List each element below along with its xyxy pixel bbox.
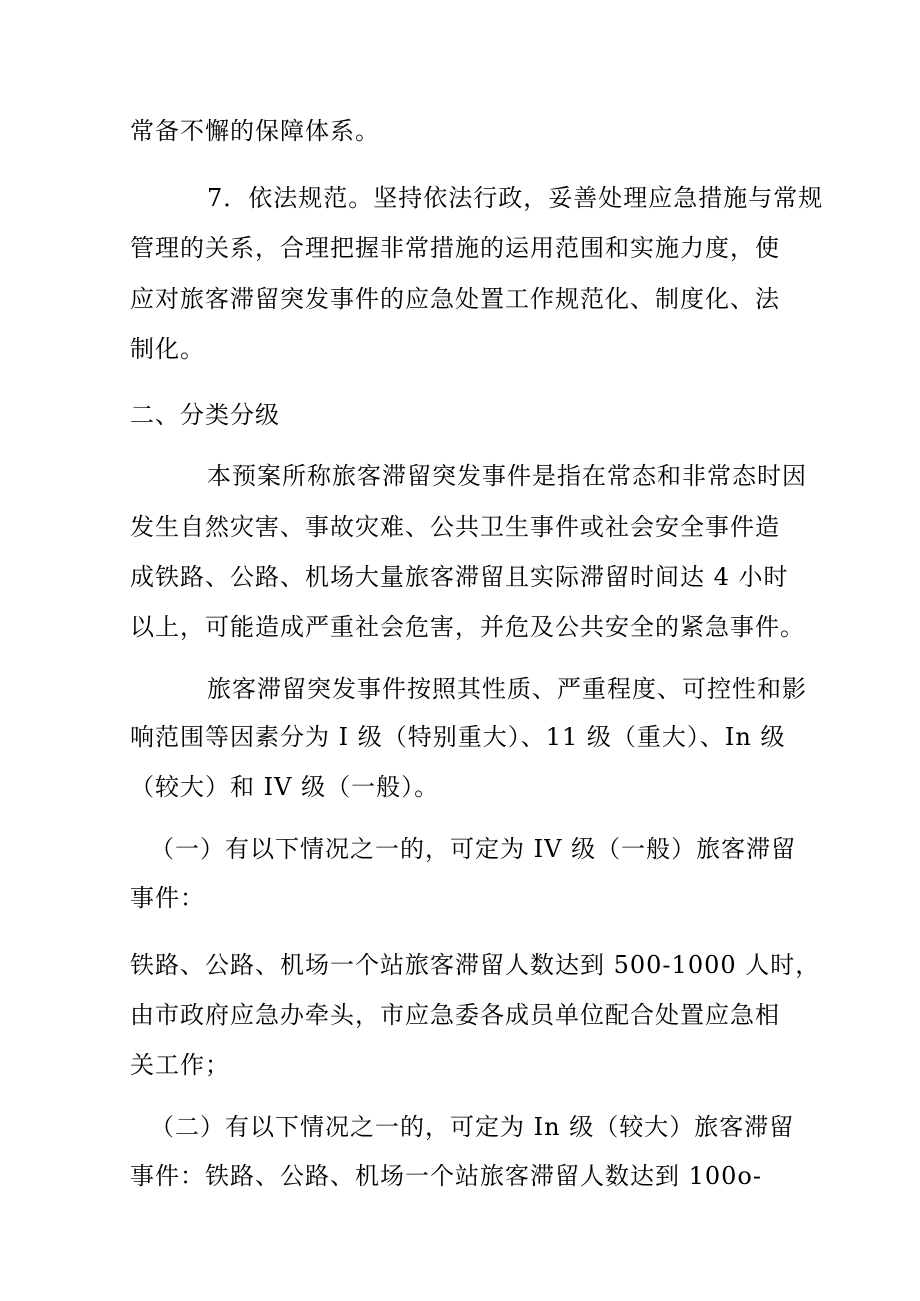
text-line: 响范围等因素分为 I 级（特别重大）、11 级（重大）、In 级 [130,723,786,751]
text-line: 成铁路、公路、机场大量旅客滞留且实际滞留时间达 4 小时 [130,563,789,591]
text-line: 事件： [130,884,205,912]
text-line: 7．依法规范。坚持依法行政，妥善处理应急措施与常规 [207,184,824,212]
text-line: （二）有以下情况之一的，可定为 In 级（较大）旅客滞留 [150,1113,795,1141]
text-line: 发生自然灾害、事故灾难、公共卫生事件或社会安全事件造 [130,513,780,541]
text-line: 应对旅客滞留突发事件的应急处置工作规范化、制度化、法 [130,285,780,313]
text-line: 本预案所称旅客滞留突发事件是指在常态和非常态时因 [207,462,807,490]
text-line: 以上，可能造成严重社会危害，并危及公共安全的紧急事件。 [130,613,805,641]
text-line: 制化。 [130,335,205,363]
section-heading: 二、分类分级 [130,401,280,429]
text-line: 旅客滞留突发事件按照其性质、严重程度、可控性和影 [207,675,807,703]
text-line: 事件：铁路、公路、机场一个站旅客滞留人数达到 100o- [130,1162,762,1190]
text-line: （较大）和 IV 级（一般）。 [130,773,440,801]
text-line: 常备不懈的保障体系。 [130,117,380,145]
text-line: 管理的关系，合理把握非常措施的运用范围和实施力度，使 [130,234,780,262]
text-line: 关工作； [130,1051,230,1079]
text-line: 铁路、公路、机场一个站旅客滞留人数达到 500-1000 人时， [130,951,821,979]
text-line: （一）有以下情况之一的，可定为 IV 级（一般）旅客滞留 [150,835,797,863]
text-line: 由市政府应急办牵头，市应急委各成员单位配合处置应急相 [130,1001,780,1029]
